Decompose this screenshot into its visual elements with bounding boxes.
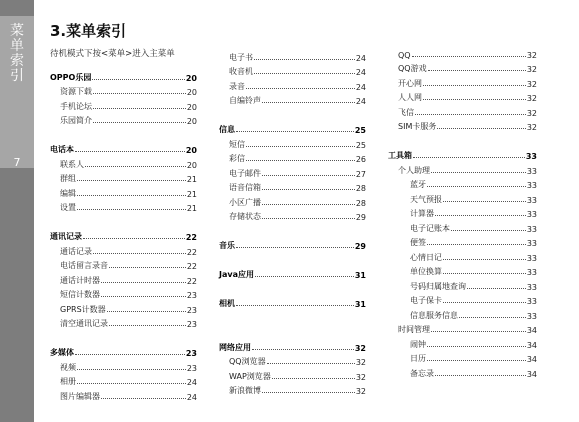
entry-label: 音乐 <box>219 241 235 250</box>
dot-leader <box>75 151 185 152</box>
entry-page-number: 33 <box>526 297 537 306</box>
page-title: 3.菜单索引 <box>50 22 127 40</box>
entry-page-number: 23 <box>186 305 197 315</box>
index-entry <box>50 97 197 112</box>
entry-label: 网络应用 <box>219 342 251 352</box>
entry-label: 编辑 <box>60 188 76 198</box>
index-entry <box>219 367 366 382</box>
entry-page-number: 29 <box>355 213 366 222</box>
dot-leader <box>262 204 355 205</box>
dot-leader <box>262 392 355 393</box>
index-entry <box>50 112 197 127</box>
dot-leader <box>467 288 526 289</box>
entry-page-number: 33 <box>526 268 537 277</box>
entry-label: 群组 <box>60 174 76 183</box>
index-entry <box>219 353 366 368</box>
entry-page-number: 34 <box>526 369 537 379</box>
entry-label: 乐园简介 <box>60 116 92 125</box>
entry-label: 电子书 <box>229 52 253 62</box>
entry-page-number: 24 <box>355 82 366 92</box>
entry-page-number: 20 <box>185 73 197 83</box>
entry-page-number: 32 <box>526 50 537 60</box>
entry-label: 时间管理 <box>398 325 430 334</box>
entry-label: 人人网 <box>398 93 422 102</box>
dot-leader <box>254 59 355 60</box>
dot-leader <box>255 276 354 277</box>
entry-label: 设置 <box>60 203 76 212</box>
dot-leader <box>262 189 355 190</box>
entry-label: 蓝牙 <box>410 180 426 189</box>
dot-leader <box>431 172 526 173</box>
dot-leader <box>443 201 526 202</box>
entry-page-number: 31 <box>354 271 366 280</box>
entry-page-number: 34 <box>526 326 537 335</box>
index-entry <box>50 271 197 286</box>
entry-page-number: 20 <box>185 146 197 155</box>
dot-leader <box>427 244 526 245</box>
index-section-heading <box>219 121 366 136</box>
dot-leader <box>451 230 526 231</box>
entry-label: 录音 <box>229 81 245 91</box>
entry-label: 号码归属地查询 <box>410 281 466 291</box>
entry-label: 多媒体 <box>50 348 74 357</box>
entry-page-number: 32 <box>526 65 537 74</box>
index-entry <box>388 60 537 75</box>
entry-label: 电话本 <box>50 145 74 154</box>
dot-leader <box>262 102 355 103</box>
entry-page-number: 33 <box>526 224 537 234</box>
dot-leader <box>252 349 354 350</box>
dot-leader <box>85 166 186 167</box>
dot-leader <box>107 311 186 312</box>
entry-label: Java应用 <box>219 270 254 279</box>
dot-leader <box>101 398 186 399</box>
index-entry <box>219 92 366 107</box>
entry-label: 备忘录 <box>410 368 434 378</box>
entry-page-number: 33 <box>526 166 537 176</box>
entry-page-number: 25 <box>355 140 366 150</box>
index-section-heading <box>50 228 197 243</box>
entry-page-number: 22 <box>185 233 197 242</box>
dot-leader <box>435 375 526 376</box>
index-section-heading <box>50 68 197 83</box>
index-entry <box>388 161 537 176</box>
section-gap <box>219 106 366 121</box>
entry-label: 通话计时器 <box>60 275 100 285</box>
sidebar <box>0 0 34 422</box>
index-entry <box>388 321 537 336</box>
entry-label: 语音信箱 <box>229 183 261 192</box>
dot-leader <box>423 85 526 86</box>
entry-label: 个人助理 <box>398 165 430 175</box>
index-entry <box>219 179 366 194</box>
entry-label: 电子保卡 <box>410 296 442 305</box>
index-entry <box>50 358 197 373</box>
index-column-3 <box>388 45 537 379</box>
dot-leader <box>77 209 186 210</box>
index-entry <box>219 193 366 208</box>
entry-label: 小区广播 <box>229 197 261 207</box>
entry-label: WAP浏览器 <box>229 371 271 381</box>
dot-leader <box>246 146 355 147</box>
section-gap <box>388 132 537 147</box>
entry-label: OPPO乐园 <box>50 72 92 82</box>
dot-leader <box>267 363 355 364</box>
index-entry <box>388 205 537 220</box>
entry-label: 电子邮件 <box>229 168 261 178</box>
dot-leader <box>262 175 355 176</box>
entry-label: 短信 <box>229 139 245 149</box>
entry-label: 信息服务信息 <box>410 310 458 320</box>
dot-leader <box>75 354 185 355</box>
dot-leader <box>236 131 354 132</box>
index-entry <box>388 248 537 263</box>
page-subtitle: 待机模式下按<菜单>进入主菜单 <box>50 49 175 59</box>
index-entry <box>50 170 197 185</box>
entry-page-number: 34 <box>526 340 537 350</box>
index-entry <box>50 387 197 402</box>
index-section-heading <box>219 338 366 353</box>
entry-label: 通话记录 <box>60 246 92 256</box>
index-entry <box>388 350 537 365</box>
entry-page-number: 24 <box>355 68 366 77</box>
index-entry <box>388 234 537 249</box>
index-entry <box>219 135 366 150</box>
entry-label: 新浪微博 <box>229 386 261 395</box>
index-entry <box>388 89 537 104</box>
dot-leader <box>272 378 355 379</box>
entry-page-number: 33 <box>526 181 537 190</box>
dot-leader <box>246 160 355 161</box>
dot-leader <box>101 296 186 297</box>
entry-label: 彩信 <box>229 154 245 163</box>
index-entry <box>50 373 197 388</box>
entry-page-number: 22 <box>186 276 197 286</box>
dot-leader <box>443 302 526 303</box>
index-entry <box>219 150 366 165</box>
entry-page-number: 32 <box>526 79 537 89</box>
entry-label: 飞信 <box>398 107 414 117</box>
entry-label: 收音机 <box>229 67 253 76</box>
entry-label: GPRS计数器 <box>60 304 106 314</box>
index-entry <box>219 63 366 78</box>
dot-leader <box>93 122 186 123</box>
entry-page-number: 21 <box>186 189 197 199</box>
entry-page-number: 21 <box>186 175 197 184</box>
section-gap <box>50 126 197 141</box>
index-section-heading <box>50 141 197 156</box>
index-entry <box>50 257 197 272</box>
dot-leader <box>412 56 526 57</box>
entry-label: 通讯记录 <box>50 232 82 241</box>
dot-leader <box>427 360 526 361</box>
sidebar-char: 单 <box>10 38 24 54</box>
entry-label: 便签 <box>410 238 426 247</box>
entry-label: 心情日记 <box>410 252 442 262</box>
index-entry <box>50 199 197 214</box>
index-section-heading <box>388 147 537 162</box>
entry-page-number: 33 <box>526 311 537 321</box>
entry-page-number: 23 <box>186 291 197 300</box>
section-gap <box>219 309 366 324</box>
index-entry <box>50 300 197 315</box>
dot-leader <box>93 253 186 254</box>
index-section-heading <box>219 295 366 310</box>
entry-label: 闹钟 <box>410 339 426 349</box>
index-entry <box>388 263 537 278</box>
section-gap <box>219 222 366 237</box>
entry-label: 信息 <box>219 125 235 134</box>
entry-label: 相册 <box>60 377 76 386</box>
entry-page-number: 26 <box>355 155 366 164</box>
index-entry <box>388 74 537 89</box>
entry-page-number: 23 <box>185 349 197 358</box>
dot-leader <box>236 247 354 248</box>
entry-page-number: 28 <box>355 184 366 193</box>
index-entry <box>50 155 197 170</box>
entry-label: 图片编辑器 <box>60 391 100 401</box>
entry-page-number: 29 <box>354 242 366 251</box>
entry-page-number: 33 <box>526 239 537 248</box>
dot-leader <box>77 195 186 196</box>
index-entry <box>388 335 537 350</box>
entry-label: 计算器 <box>410 209 434 218</box>
dot-leader <box>109 267 186 268</box>
section-gap <box>219 280 366 295</box>
index-entry <box>388 292 537 307</box>
index-entry <box>50 286 197 301</box>
index-entry <box>50 242 197 257</box>
section-gap <box>50 329 197 344</box>
entry-page-number: 20 <box>186 117 197 126</box>
entry-page-number: 32 <box>355 387 366 396</box>
dot-leader <box>431 331 526 332</box>
dot-leader <box>92 79 185 80</box>
entry-page-number: 33 <box>526 253 537 263</box>
index-entry <box>388 118 537 133</box>
entry-label: 存储状态 <box>229 212 261 221</box>
entry-page-number: 31 <box>354 300 366 309</box>
entry-label: 天气预报 <box>410 194 442 204</box>
entry-page-number: 24 <box>186 392 197 402</box>
section-gap <box>50 213 197 228</box>
dot-leader <box>93 93 186 94</box>
dot-leader <box>435 215 526 216</box>
entry-label: 工具箱 <box>388 151 412 160</box>
entry-label: 联系人 <box>60 159 84 169</box>
index-section-heading <box>219 266 366 281</box>
index-entry <box>388 277 537 292</box>
dot-leader <box>443 259 526 260</box>
dot-leader <box>427 186 526 187</box>
entry-label: SIM卡服务 <box>398 122 437 131</box>
dot-leader <box>427 346 526 347</box>
dot-leader <box>236 305 354 306</box>
index-entry <box>219 208 366 223</box>
entry-label: QQ游戏 <box>398 64 427 73</box>
index-section-heading <box>219 237 366 252</box>
index-column-2 <box>219 48 366 396</box>
sidebar-char: 菜 <box>10 23 24 39</box>
entry-page-number: 34 <box>526 355 537 364</box>
entry-label: 清空通讯记录 <box>60 319 108 328</box>
sidebar-char: 索 <box>10 53 24 69</box>
entry-label: QQ浏览器 <box>229 357 266 366</box>
entry-page-number: 33 <box>526 210 537 219</box>
entry-page-number: 28 <box>355 198 366 208</box>
entry-page-number: 32 <box>526 94 537 103</box>
dot-leader <box>423 99 526 100</box>
entry-label: 相机 <box>219 299 235 308</box>
dot-leader <box>77 180 186 181</box>
entry-label: QQ <box>398 50 411 60</box>
index-entry <box>388 219 537 234</box>
entry-page-number: 22 <box>186 247 197 257</box>
index-section-heading <box>50 344 197 359</box>
index-column-1 <box>50 68 197 402</box>
entry-label: 日历 <box>410 354 426 363</box>
entry-page-number: 32 <box>355 358 366 367</box>
dot-leader <box>77 383 186 384</box>
sidebar-char: 引 <box>10 68 24 84</box>
dot-leader <box>93 108 186 109</box>
entry-page-number: 32 <box>355 372 366 382</box>
dot-leader <box>83 238 185 239</box>
entry-label: 资源下载 <box>60 87 92 96</box>
entry-page-number: 33 <box>526 195 537 205</box>
entry-label: 单位换算 <box>410 267 442 276</box>
entry-label: 开心网 <box>398 78 422 88</box>
entry-page-number: 20 <box>186 88 197 97</box>
dot-leader <box>437 128 525 129</box>
index-entry <box>388 364 537 379</box>
entry-page-number: 33 <box>525 152 537 161</box>
index-entry <box>50 184 197 199</box>
entry-page-number: 25 <box>354 126 366 135</box>
index-entry <box>388 190 537 205</box>
page-number: 7 <box>13 156 21 169</box>
dot-leader <box>413 157 525 158</box>
entry-page-number: 24 <box>355 97 366 106</box>
index-entry <box>219 382 366 397</box>
entry-page-number: 23 <box>186 363 197 373</box>
entry-page-number: 22 <box>186 262 197 271</box>
entry-page-number: 27 <box>355 169 366 179</box>
entry-page-number: 20 <box>186 102 197 112</box>
index-entry <box>50 83 197 98</box>
index-entry <box>388 176 537 191</box>
entry-page-number: 24 <box>355 53 366 63</box>
entry-page-number: 24 <box>186 378 197 387</box>
entry-label: 电话留言录音 <box>60 261 108 270</box>
entry-page-number: 23 <box>186 320 197 329</box>
entry-label: 视频 <box>60 362 76 372</box>
dot-leader <box>459 317 526 318</box>
dot-leader <box>101 282 186 283</box>
index-entry <box>388 45 537 60</box>
dot-leader <box>262 218 355 219</box>
dot-leader <box>77 369 186 370</box>
index-entry <box>219 164 366 179</box>
entry-label: 自编铃声 <box>229 96 261 105</box>
entry-label: 短信计数器 <box>60 290 100 299</box>
entry-page-number: 32 <box>526 123 537 132</box>
entry-page-number: 20 <box>186 160 197 170</box>
index-entry <box>50 315 197 330</box>
section-gap <box>219 324 366 339</box>
index-entry <box>219 77 366 92</box>
entry-label: 手机论坛 <box>60 101 92 111</box>
index-entry <box>388 103 537 118</box>
sidebar-title <box>0 24 34 84</box>
dot-leader <box>246 88 355 89</box>
entry-page-number: 32 <box>526 108 537 118</box>
dot-leader <box>254 73 355 74</box>
entry-page-number: 21 <box>186 204 197 213</box>
index-entry <box>219 48 366 63</box>
dot-leader <box>109 325 186 326</box>
entry-label: 电子记账本 <box>410 223 450 233</box>
index-entry <box>388 306 537 321</box>
entry-page-number: 32 <box>354 343 366 353</box>
section-gap <box>219 251 366 266</box>
dot-leader <box>428 70 526 71</box>
dot-leader <box>443 273 526 274</box>
entry-page-number: 33 <box>526 282 537 292</box>
dot-leader <box>415 114 526 115</box>
